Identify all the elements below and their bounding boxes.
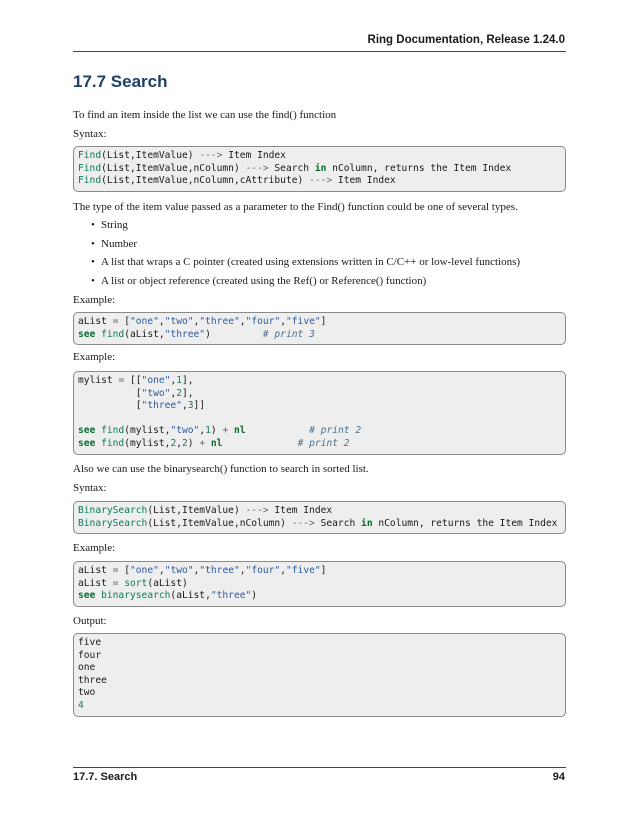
find-example-code-block bbox=[73, 312, 566, 345]
binarysearch-example-code-block bbox=[73, 561, 566, 607]
code-line: BinarySearch(List,ItemValue,nColumn) ---> Search in nColumn, returns the Item Index bbox=[78, 517, 558, 529]
code-line: ["two",2], bbox=[78, 387, 194, 399]
footer-divider bbox=[73, 767, 566, 768]
code-line: Find(List,ItemValue) ---> Item Index bbox=[78, 150, 286, 161]
code-line bbox=[78, 413, 561, 426]
example-label: Example: bbox=[73, 542, 116, 554]
code-line: see find(mylist,"two",1) + nl # print 2 bbox=[78, 425, 362, 437]
footer-section: 17.7. Search bbox=[73, 771, 138, 783]
types-paragraph: The type of the item value passed as a parameter to the Find() function could be one of several types. bbox=[73, 201, 518, 213]
code-line: 4 bbox=[78, 699, 84, 711]
syntax-label: Syntax: bbox=[73, 482, 107, 494]
code-line: aList = ["one","two","three","four","five"] bbox=[78, 565, 327, 576]
code-line: BinarySearch(List,ItemValue) ---> Item Index bbox=[78, 505, 333, 516]
binarysearch-syntax-code-block bbox=[73, 501, 566, 534]
syntax-label: Syntax: bbox=[73, 128, 107, 140]
section-title: 17.7 Search bbox=[73, 72, 168, 91]
code-line: five bbox=[78, 637, 102, 648]
code-line: Find(List,ItemValue,nColumn,cAttribute) ---> Item Index bbox=[78, 175, 396, 187]
find-nested-example-code-block bbox=[73, 371, 566, 455]
example-label: Example: bbox=[73, 351, 116, 363]
code-line: two bbox=[78, 687, 96, 699]
header-divider bbox=[73, 51, 566, 52]
list-item: • Number bbox=[91, 238, 138, 250]
code-line: three bbox=[78, 674, 107, 686]
code-line: one bbox=[78, 662, 96, 674]
code-line: four bbox=[78, 649, 102, 661]
code-line: see binarysearch(aList,"three") bbox=[78, 590, 258, 602]
binarysearch-paragraph: Also we can use the binarysearch() function to search in sorted list. bbox=[73, 463, 369, 475]
list-item: • String bbox=[91, 219, 128, 231]
output-label: Output: bbox=[73, 615, 107, 627]
code-line: see find(aList,"three") # print 3 bbox=[78, 328, 315, 340]
code-line: mylist = [["one",1], bbox=[78, 375, 194, 386]
code-line: Find(List,ItemValue,nColumn) ---> Search in nColumn, returns the Item Index bbox=[78, 162, 512, 174]
output-code-block bbox=[73, 633, 566, 717]
intro-paragraph: To find an item inside the list we can use the find() function bbox=[73, 109, 337, 121]
code-line: see find(mylist,2,2) + nl # print 2 bbox=[78, 437, 350, 449]
code-line: aList = sort(aList) bbox=[78, 577, 188, 589]
page-number: 94 bbox=[552, 771, 565, 783]
list-item: • A list that wraps a C pointer (created using extensions written in C/C++ or low-level functions) bbox=[91, 256, 521, 268]
running-header: Ring Documentation, Release 1.24.0 bbox=[367, 34, 565, 46]
find-syntax-code-block bbox=[73, 146, 566, 192]
list-item: • A list or object reference (created using the Ref() or Reference() function) bbox=[91, 275, 427, 287]
code-line: aList = ["one","two","three","four","five"] bbox=[78, 316, 327, 327]
example-label: Example: bbox=[73, 294, 116, 306]
code-line: ["three",3]] bbox=[78, 400, 206, 412]
